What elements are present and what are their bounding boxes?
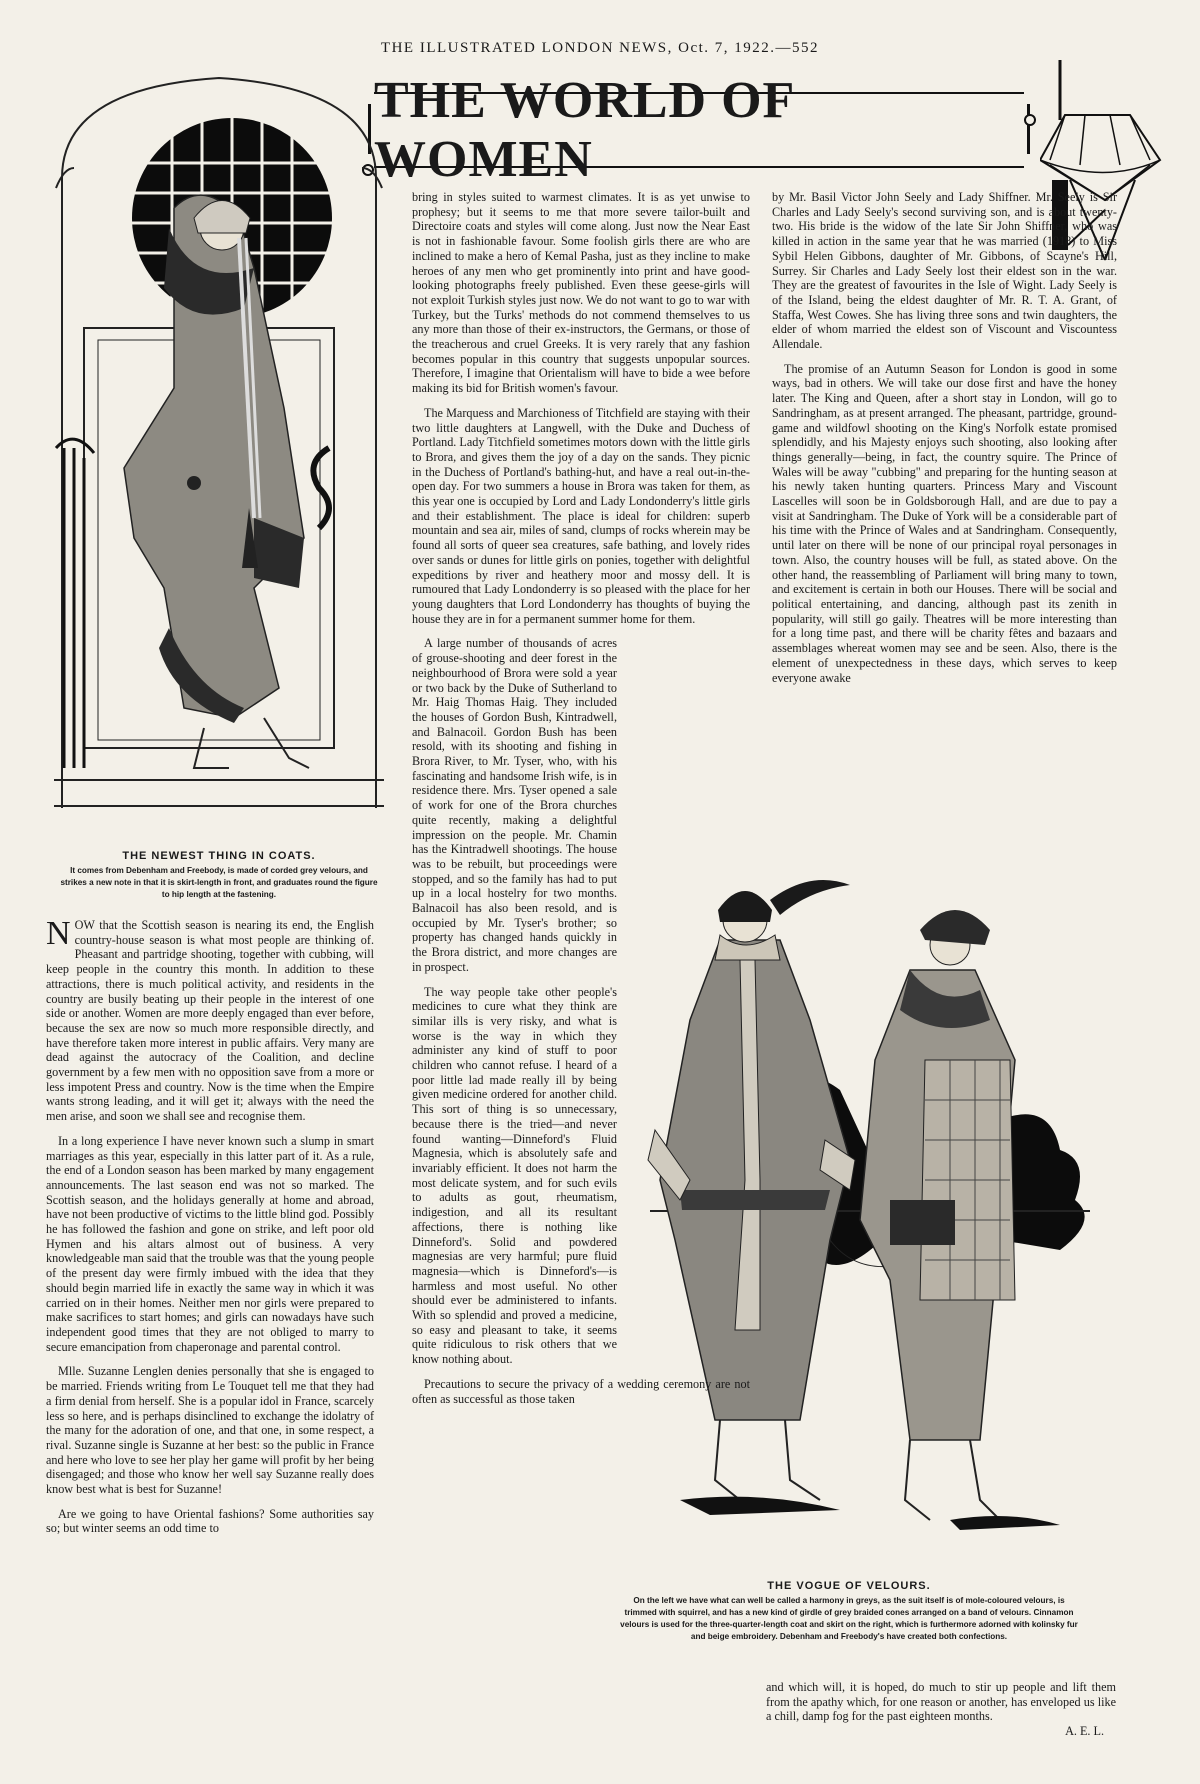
col1-paragraph-1-text: OW that the Scottish season is nearing its end, the English country-house season is what most people are thinking of. Pheasant and partridge shooting, together with cubbing, will keep people in the country this month. In addition to these attractions, there is much political activity, and residents in the country are busily beating up their people in the interest of one side or another. Women are more deeply engaged than ever before, because the sex are now so much more responsible directly, and have therefore taken more interest in public affairs. Very many are dead against the autocracy of the Coalition, and decline government by a few men with no opposition save from a more or less impotent Press and country. Now is the time when the Empire wants strong leading, and it will get it; always with the need the men arise, and soon we shall see and recognise them. (46, 918, 374, 1124)
col2-paragraph-3: A large number of thousands of acres of grouse-shooting and deer forest in the neighbourhood of Brora were sold a year or two back by the Duke of Sutherland to Mr. Haig Thomas Haig. They included the houses of Gordon Bush, Kintradwell, and Balnacoil. Gordon Bush has been resold, with its shooting and fishing in Brora River, to Mr. Tyser, who, with his fascinating and handsome Irish wife, is in residence there. Mrs. Tyser opened a sale of work for one of the Brora churches quite recently, making a delightful impression on the people. Mr. Chamin has the Kintradwell shootings. The house was to be rebuilt, but proceedings were stopped, and so the family has had to put up in a local hostelry for two months. Balnacoil has also been resold, and is occupied by Mr. Tyser's brother; so property has changed hands quickly in the Brora district, and more changes are in prospect. (412, 636, 617, 974)
col2-paragraph-5: Precautions to secure the privacy of a wedding ceremony are not often as successful as those taken (412, 1376, 750, 1406)
col1-paragraph-4: Are we going to have Oriental fashions? Some authorities say so; but winter seems an odd time to (46, 1506, 374, 1536)
masthead-bar-right (1027, 104, 1030, 154)
col2-paragraph-4: The way people take other people's medicines to cure what they think are similar ills is very risky, and what is worse is the way in which they administer any kind of stuff to poor children who cannot refuse. I heard of a poor little lad made really ill by being given medicine ordered for another child. This sort of thing is so unnecessary, because there is the tried—and never found wanting—Dinneford's Fluid Magnesia, which is absolutely safe and invariably efficient. It does not harm the most delicate system, and for such evils to adults as gout, rheumatism, indigestion, and all its resultant affections, there is nothing like Dinneford's. Solid and powdered magnesias are very harmful; pure fluid magnesia—which is Dinneford's—is harmless and most useful. No other should ever be administered to infants. With so splendid and proved a medicine, so easy and pleasant to take, it seems quite ridiculous to risk others that we know nothing about. (412, 984, 617, 1367)
velours-caption (618, 1580, 1080, 1643)
col3-paragraph-2: The promise of an Autumn Season for London is good in some ways, bad in others. We will take our dose first and have the honey later. The King and Queen, after a short stay in London, will go to Sandringham, as at present arranged. The pheasant, partridge, ground-game and wildfowl shooting on the King's Norfolk estate promised splendidly, and his Majesty enjoys such shooting, also looking after things generally—being, in fact, the country squire. The Prince of Wales will be away "cubbing" and preparing for the hunting season at his newly taken hunting quarters. Princess Mary and Viscount Lascelles will soon be in Goldsborough Hall, and are due to pay a visit at Sandringham. The Duke of York will be a considerable part of his time with the Prince of Wales and at Sandringham. Consequently, until later on there will be none of our principal royal personages in town. Also, the country houses will be full, as stated above. On the other hand, the reassembling of Parliament will bring many to town, and excitement is certain in both our Houses. There will be social and political entertaining, and dancing, although past its zenith in popularity, will still go gaily. Theatres will be more interesting than for a long time past, and there will be charity fêtes and bazaars and assemblages whereat women may see and be seen. Also, there is the element of unexpectedness in these days, which serves to keep everyone awake (772, 361, 1117, 685)
article-column-1 (46, 915, 374, 1546)
col3-paragraph-1: by Mr. Basil Victor John Seely and Lady Shiffner. Mr. Seely is Sir Charles and Lady Seely's second surviving son, and is about twenty-two. His bride is the widow of the late Sir John Shiffner, who was killed in action in the same year that he was married (1918) to Miss Sybil Helen Gibbons, daughter of Mr. Gibbons, of Scayne's Hill, Surrey. Sir Charles and Lady Seely lost their eldest son in the war. They are the greatest of favourites in the Isle of Wight. Lady Seely is of the Island, being the eldest daughter of Mr. R. T. A. Grant, of Staffa, West Cowes. She has living three sons and twin daughters, the elder of whom married the eldest son of Viscount and Viscountess Allendale. (772, 190, 1117, 352)
masthead-ornament-right (1024, 114, 1036, 126)
velours-caption-title: THE VOGUE OF VELOURS. (767, 1580, 931, 1592)
dropcap: N (46, 915, 71, 952)
running-head: THE ILLUSTRATED LONDON NEWS, Oct. 7, 1922.—552 (380, 40, 820, 56)
author-signature: A. E. L. (1065, 1724, 1104, 1739)
article-column-3-continued (766, 1680, 1116, 1739)
coat-caption-title: THE NEWEST THING IN COATS. (122, 850, 316, 862)
col2-paragraph-1: bring in styles suited to warmest climates. It is as yet unwise to prophesy; but it seems to me that more severe tailor-built and Directoire coats and styles will come along. Just now the Near East is not in fashionable favour. Some foolish girls there are who are inclined to make a hero of Kemal Pasha, just as they incline to make heroes of any men who get prominently into print and have good-looking photographs freely published. Even these geese-girls will not exploit Turkish styles just now. We do not want to go to war with Turkey, but the Turks' methods do not commend themselves to us any more than those of their ex-instructors, the Germans, or those of the treacherous and cruel Greeks. It is very rarely that any fashion becomes popular in this country that suggests unpopular sources. Therefore, I imagine that Orientalism will have to bide a wee before making its bid for British women's favour. (412, 190, 750, 396)
coat-caption (56, 850, 382, 901)
col1-paragraph-2: In a long experience I have never known such a slump in smart marriages as this year, especially in this latter part of it. As a rule, the end of a London season has been marked by many engagement announcements. The last season end was not so marked. The Scottish season, and the holidays generally at home and abroad, have not been productive of victims to the little blind god. Possibly he has followed the fashion and gone on strike, and left poor old Hymen and his altars almost out of business. A very knowledgeable man said that the trouble was that the young people of the present day were firmly imbued with the idea that they should begin married life in exactly the same way in which it was carried on in their homes. Neither men nor girls were prepared to make sacrifices to start homes; and girls can nowadays have such independent good times that they are not obliged to marry to secure emancipation from chaperonage and parental control. (46, 1133, 374, 1354)
article-column-2 (412, 190, 750, 1416)
article-column-3 (772, 190, 1117, 695)
col2-paragraph-2: The Marquess and Marchioness of Titchfield are staying with their two little daughters at Langwell, with the Duke and Duchess of Portland. Lady Titchfield sometimes motors down with the little girls to Brora, and gives them the joy of a day on the sands. They picnic in the Duchess of Portland's bathing-hut, and have a real out-in-the-open day. For two summers a house in Brora was taken for them, as this year one is occupied by Lord and Lady Londonderry's little girls and their establishment. The place is ideal for children: superb mountain and sea air, miles of sand, clumps of rocks wherein may be found all sorts of queer sea creatures, safe bathing, and lovely rides over sands or dunes for little girls on ponies, together with delightful expeditions by river and heathery moor and mossy dell. It is rumoured that Lady Londonderry is so pleased with the place for her young daughters that Lord Londonderry has thoughts of buying the house they are in for a permanent summer home for them. (412, 405, 750, 626)
coat-illustration (54, 68, 384, 808)
col1-paragraph-3: Mlle. Suzanne Lenglen denies personally that she is engaged to be married. Friends writing from Le Touquet tell me that they had a firm denial from herself. She is a popular idol in France, scarcely less so here, and is perhaps disinclined to exchange the idolatry of the many for the adoration of one, and that one, in some respect, a rival. Suzanne single is Suzanne at her best: so the public in France and here who love to see her play her game will profit by her being disengaged; and those who know her well say Suzanne really does know best what is best for Suzanne! (46, 1364, 374, 1497)
col1-paragraph-1 (46, 915, 374, 1124)
col3-paragraph-3: and which will, it is hoped, do much to stir up people and lift them from the apathy which, for one reason or another, has enveloped us like a chill, damp fog for the past eighteen months. (766, 1680, 1116, 1724)
page-title: THE WORLD OF WOMEN (374, 72, 794, 188)
velours-caption-body: On the left we have what can well be called a harmony in greys, as the suit itself is of mole-coloured velours, is trimmed with squirrel, and has a new kind of girdle of grey braided cones arranged on a band of velours. Cinnamon velours is used for the three-quarter-length coat and skirt on the right, which is furthermore adorned with kolinsky fur and beige embroidery. Debenham and Freebody's have created both confections. (620, 1596, 1078, 1641)
masthead (374, 72, 1024, 188)
coat-caption-body: It comes from Debenham and Freebody, is made of corded grey velours, and strikes a new note in that it is skirt-length in front, and graduates round the figure to hip length at the fastening. (60, 866, 378, 899)
